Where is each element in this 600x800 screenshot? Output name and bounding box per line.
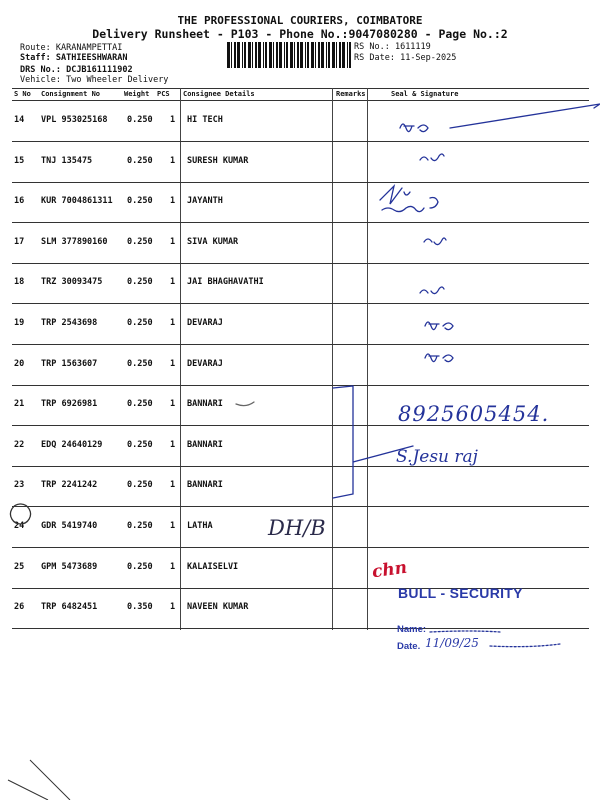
- signature-mark-20: [425, 354, 453, 362]
- date-underline: [490, 644, 560, 647]
- col-weight: Weight: [124, 90, 150, 98]
- signature-mark-14: [400, 104, 600, 132]
- handwritten-signature: S.Jesu raj: [396, 447, 478, 467]
- signature-mark-17: [424, 238, 446, 245]
- drs-value: DCJB161111902: [66, 65, 133, 75]
- corner-mark: [8, 760, 70, 800]
- row-pcs: 1: [170, 439, 176, 450]
- row-consignee: DEVARAJ: [187, 318, 223, 328]
- signature-mark-15: [420, 154, 444, 161]
- stamp-logo: chn: [370, 557, 409, 583]
- row-pcs: 1: [170, 277, 176, 288]
- row-weight: 0.250: [127, 480, 153, 491]
- handwritten-phone: 8925605454.: [398, 402, 550, 426]
- row-pcs: 1: [170, 561, 176, 572]
- row-sno: 14: [14, 115, 25, 125]
- row-weight: 0.250: [127, 399, 153, 410]
- row-consignee: JAYANTH: [187, 196, 223, 207]
- row-sno: 17: [14, 236, 25, 247]
- vehicle-value: Two Wheeler Delivery: [66, 75, 169, 85]
- rs-no-value: 1611119: [394, 42, 431, 52]
- row-weight: 0.250: [127, 439, 153, 450]
- signature-mark-18: [420, 287, 444, 294]
- row-consignment: TNJ 135475: [41, 155, 93, 166]
- row-pcs: 1: [170, 115, 176, 125]
- row-pcs: 1: [170, 602, 176, 613]
- row-consignee: NAVEEN KUMAR: [187, 602, 249, 613]
- handwritten-dhb: DH/B: [268, 516, 326, 540]
- row-sno: 19: [14, 318, 25, 328]
- row-sno: 22: [14, 439, 25, 450]
- row-consignment: TRZ 30093475: [41, 277, 103, 288]
- row-pcs: 1: [170, 399, 176, 410]
- row-consignee: LATHA: [187, 521, 213, 531]
- row-weight: 0.250: [127, 561, 153, 572]
- row-consignment: KUR 7004861311: [41, 196, 113, 207]
- row-pcs: 1: [170, 236, 176, 247]
- row-consignee: BANNARI: [187, 439, 223, 450]
- row-weight: 0.250: [127, 155, 153, 166]
- row-sno: 26: [14, 602, 25, 613]
- col-pcs: PCS: [157, 90, 170, 98]
- row-sno: 16: [14, 196, 25, 207]
- row-consignee: KALAISELVI: [187, 561, 239, 572]
- row-consignee: DEVARAJ: [187, 358, 223, 369]
- staff-label: Staff:: [20, 53, 51, 63]
- row-consignment: TRP 6926981: [41, 399, 98, 410]
- row-consignment: GDR 5419740: [41, 521, 98, 531]
- row-consignee: BANNARI: [187, 399, 223, 410]
- row-consignee: BANNARI: [187, 480, 223, 491]
- row-consignment: TRP 6482451: [41, 602, 98, 613]
- row-consignment: SLM 377890160: [41, 236, 108, 247]
- row-consignment: TRP 2543698: [41, 318, 98, 328]
- route-label: Route:: [20, 43, 51, 53]
- row-pcs: 1: [170, 480, 176, 491]
- signature-mark-16: [380, 186, 438, 212]
- stamp-date-value: 11/09/25: [425, 636, 479, 650]
- row-consignment: TRP 2241242: [41, 480, 98, 491]
- stamp-date-label: Date.: [397, 641, 421, 652]
- name-underline: [430, 631, 500, 632]
- check-mark: [236, 402, 254, 406]
- row-weight: 0.250: [127, 196, 153, 207]
- drs-label: DRS No.:: [20, 65, 61, 75]
- row-consignee: JAI BHAGHAVATHI: [187, 277, 264, 288]
- row-weight: 0.250: [127, 521, 153, 531]
- row-sno: 18: [14, 277, 25, 288]
- vehicle-label: Vehicle:: [20, 75, 61, 85]
- rs-date-label: RS Date:: [354, 53, 395, 63]
- row-sno: 24: [14, 521, 25, 531]
- row-weight: 0.350: [127, 602, 153, 613]
- row-sno: 20: [14, 358, 25, 369]
- row-consignment: GPM 5473689: [41, 561, 98, 572]
- row-consignee: SURESH KUMAR: [187, 155, 249, 166]
- row-consignment: VPL 953025168: [41, 115, 108, 125]
- row-weight: 0.250: [127, 236, 153, 247]
- row-weight: 0.250: [127, 358, 153, 369]
- row-consignee: HI TECH: [187, 115, 223, 125]
- row-pcs: 1: [170, 155, 176, 166]
- row-sno: 25: [14, 561, 25, 572]
- row-consignment: TRP 1563607: [41, 358, 98, 369]
- rs-date-value: 11-Sep-2025: [400, 53, 457, 63]
- stamp-name-label: Name:: [397, 624, 427, 635]
- row-weight: 0.250: [127, 115, 153, 125]
- rs-no-label: RS No.:: [354, 42, 390, 52]
- row-pcs: 1: [170, 358, 176, 369]
- col-remarks: Remarks: [336, 90, 366, 98]
- route-value: KARANAMPETTAI: [55, 43, 123, 53]
- col-consignee: Consignee Details: [183, 90, 255, 98]
- circle-mark-24: [11, 504, 31, 524]
- row-pcs: 1: [170, 196, 176, 207]
- signature-mark-19: [425, 322, 453, 330]
- row-consignee: SIVA KUMAR: [187, 236, 239, 247]
- row-consignment: EDQ 24640129: [41, 439, 103, 450]
- row-pcs: 1: [170, 521, 176, 531]
- runsheet-title: Delivery Runsheet - P103 - Phone No.:9047080280 - Page No.:2: [92, 27, 508, 41]
- row-weight: 0.250: [127, 277, 153, 288]
- row-sno: 23: [14, 480, 25, 491]
- col-sno: S No: [14, 90, 31, 98]
- company-name: THE PROFESSIONAL COURIERS, COIMBATORE: [177, 14, 423, 27]
- col-consignment: Consignment No: [41, 90, 101, 98]
- col-seal: Seal & Signature: [391, 90, 459, 98]
- staff-value: SATHIEESHWARAN: [55, 53, 128, 63]
- row-sno: 15: [14, 155, 25, 166]
- row-weight: 0.250: [127, 318, 153, 328]
- row-pcs: 1: [170, 318, 176, 328]
- row-sno: 21: [14, 399, 25, 410]
- stamp-title: BULL - SECURITY: [398, 585, 523, 601]
